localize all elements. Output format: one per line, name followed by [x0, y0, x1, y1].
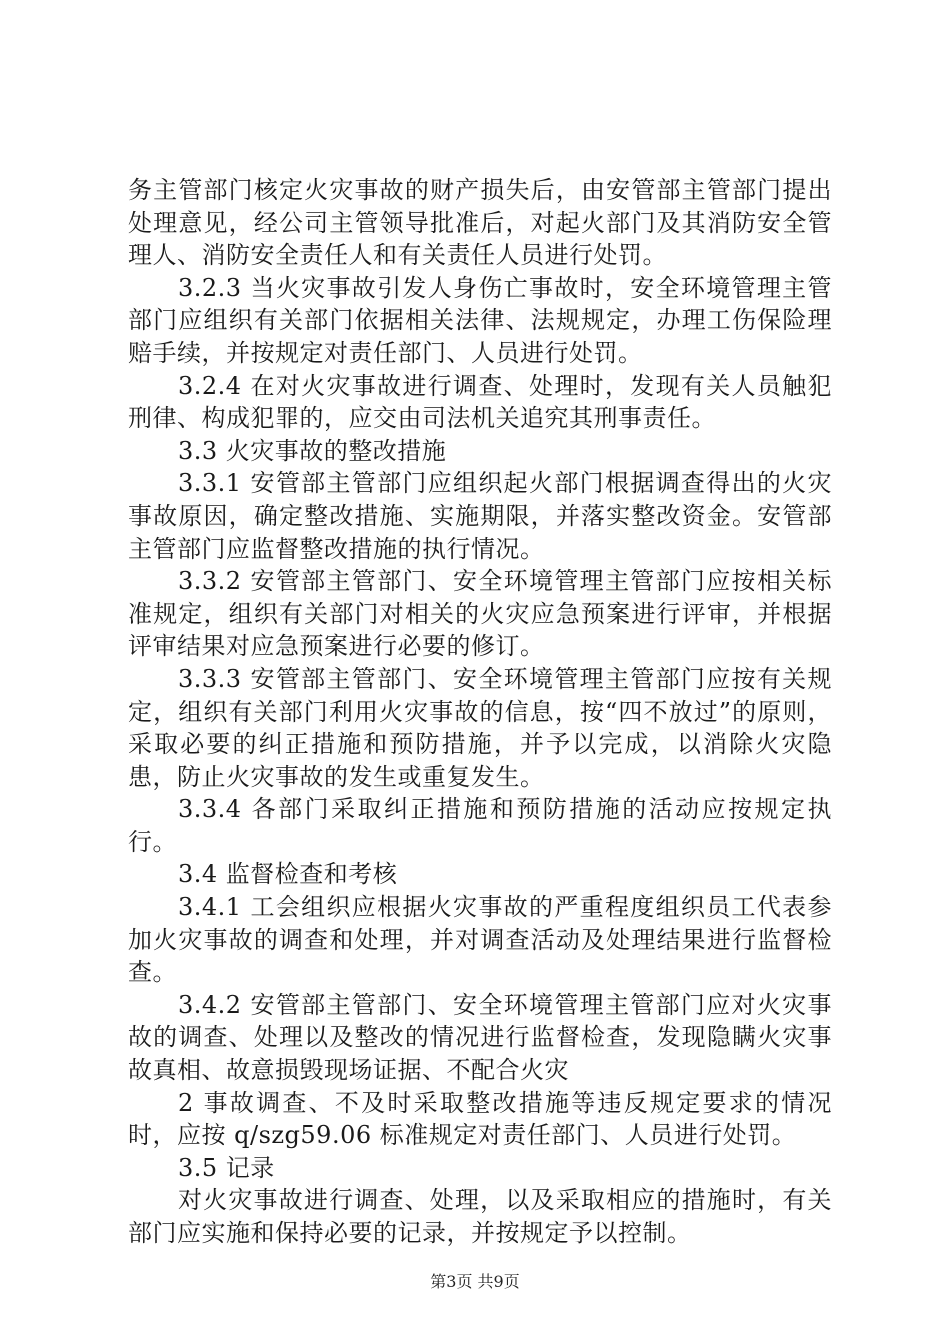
paragraph-3-2-3: 3.2.3 当火灾事故引发人身伤亡事故时，安全环境管理主管部门应组织有关部门依据相关法律、法规规定，办理工伤保险理赔手续，并按规定对责任部门、人员进行处罚。 [128, 273, 832, 367]
heading-3-3: 3.3 火灾事故的整改措施 [178, 436, 447, 465]
paragraph-3-3-4: 3.3.4 各部门采取纠正措施和预防措施的活动应按规定执行。 [128, 795, 832, 856]
paragraph-3-3-1: 3.3.1 安管部主管部门应组织起火部门根据调查得出的火灾事故原因，确定整改措施、实施期限，并落实整改资金。安管部主管部门应监督整改措施的执行情况。 [128, 469, 832, 563]
page-footer: 第3页 共9页 [430, 1272, 520, 1291]
paragraph-continuation: 务主管部门核定火灾事故的财产损失后，由安管部主管部门提出处理意见，经公司主管领导批准后，对起火部门及其消防安全管理人、消防安全责任人和有关责任人员进行处罚。 [128, 176, 832, 270]
heading-3-4: 3.4 监督检查和考核 [178, 860, 398, 889]
paragraph-3-4-1: 3.4.1 工会组织应根据火灾事故的严重程度组织员工代表参加火灾事故的调查和处理，并对调查活动及处理结果进行监督检查。 [128, 893, 832, 987]
paragraph-continuation-2: 2 事故调查、不及时采取整改措施等违反规定要求的情况时，应按 q/szg59.06 标准规定对责任部门、人员进行处罚。 [128, 1088, 832, 1150]
document-body [128, 174, 832, 1250]
heading-3-5: 3.5 记录 [178, 1153, 275, 1182]
paragraph-3-3-2: 3.3.2 安管部主管部门、安全环境管理主管部门应按相关标准规定，组织有关部门对相关的火灾应急预案进行评审，并根据评审结果对应急预案进行必要的修订。 [128, 567, 832, 661]
paragraph-3-2-4: 3.2.4 在对火灾事故进行调查、处理时，发现有关人员触犯刑律、构成犯罪的，应交由司法机关追究其刑事责任。 [128, 371, 832, 433]
paragraph-records: 对火灾事故进行调查、处理，以及采取相应的措施时，有关部门应实施和保持必要的记录，并按规定予以控制。 [128, 1186, 832, 1247]
paragraph-3-3-3: 3.3.3 安管部主管部门、安全环境管理主管部门应按有关规定，组织有关部门利用火灾事故的信息，按“四不放过”的原则，采取必要的纠正措施和预防措施，并予以完成，以消除火灾隐患，防止火灾事故的发生或重复发生。 [128, 664, 832, 791]
paragraph-3-4-2: 3.4.2 安管部主管部门、安全环境管理主管部门应对火灾事故的调查、处理以及整改的情况进行监督检查，发现隐瞒火灾事故真相、故意损毁现场证据、不配合火灾 [128, 990, 832, 1085]
